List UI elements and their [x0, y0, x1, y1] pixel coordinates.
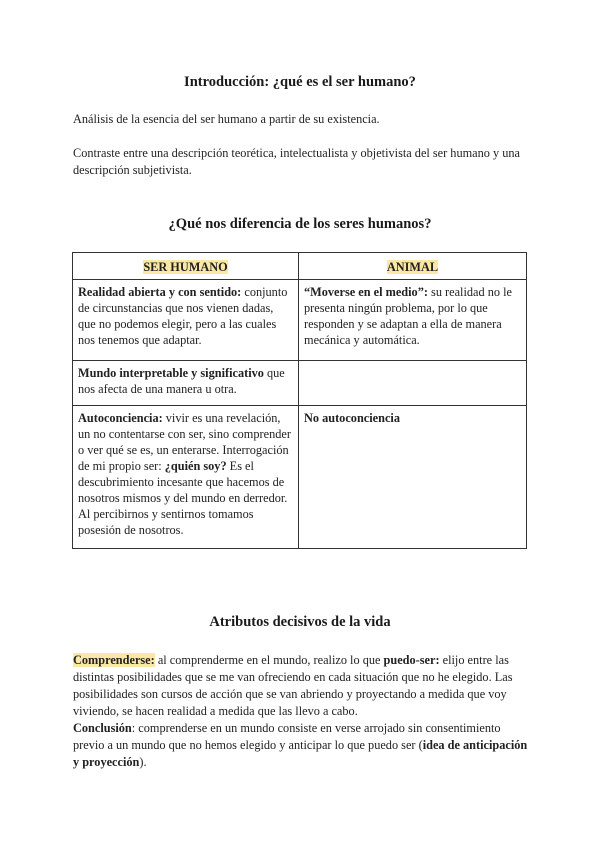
header-animal: ANIMAL	[299, 253, 527, 280]
human-cell: Autoconciencia: vivir es una revelación, un no contentarse con ser, sino comprender o ver qué se es, un enterarse. Interrogación de mi propio ser: ¿quién soy? Es el descubrimiento incesante que hacemos de nosotros mismos y del mundo en derredor. Al percibirnos y sentirnos tomamos posesión de nosotros.	[73, 406, 299, 549]
comprenderse-paragraph: Comprenderse: al comprenderme en el mundo, realizo lo que puedo-ser: elijo entre las distintas posibilidades que se me van ofreciendo en cada situación que no he elegido. Las posibilidades son cursos de acción que se van abriendo y proyectando a medida que voy viviendo, se hacen realidad a medida que las llevo a cabo.	[73, 653, 513, 718]
attributes-title: Atributos decisivos de la vida	[209, 614, 391, 630]
human-cell: Realidad abierta y con sentido: conjunto de circunstancias que nos vienen dadas, que no podemos elegir, pero a las cuales nos tenemos que adaptar.	[73, 280, 299, 361]
conclusion-paragraph: Conclusión: comprenderse en un mundo consiste en verse arrojado sin consentimiento previo a un mundo que no hemos elegido y anticipar lo que puedo ser (idea de anticipación y proyección).	[73, 721, 528, 769]
human-cell: Mundo interpretable y significativo que nos afecta de una manera u otra.	[73, 361, 299, 406]
differences-title: ¿Qué nos diferencia de los seres humanos?	[168, 216, 432, 232]
animal-cell: “Moverse en el medio”: su realidad no le presenta ningún problema, por lo que responden y se adaptan a ella de manera mecánica y automática.	[299, 280, 527, 361]
table-row	[73, 361, 527, 406]
table-header-row	[73, 253, 527, 280]
conclusion-label: Conclusión	[73, 721, 132, 735]
intro-paragraph-1: Análisis de la esencia del ser humano a partir de su existencia.	[73, 112, 380, 126]
table-row	[73, 280, 527, 361]
animal-cell-empty	[299, 361, 527, 406]
comparison-table	[72, 252, 527, 549]
table-row	[73, 406, 527, 549]
header-ser-humano: SER HUMANO	[73, 253, 299, 280]
intro-paragraph-2: Contraste entre una descripción teorética, intelectualista y objetivista del ser humano y una descripción subjetivista.	[73, 146, 520, 177]
attributes-section	[73, 652, 535, 771]
intro-title: Introducción: ¿qué es el ser humano?	[184, 74, 416, 90]
animal-cell: No autoconciencia	[299, 406, 527, 549]
comprenderse-label: Comprenderse:	[73, 653, 155, 667]
